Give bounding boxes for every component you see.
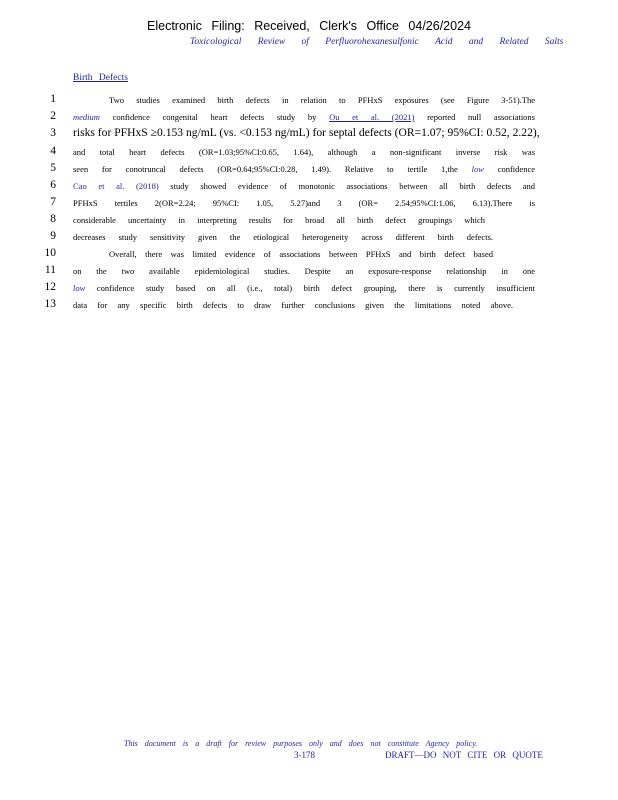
- line-number: 9: [50, 230, 56, 242]
- line-number: 1: [50, 93, 56, 105]
- citation-link-ou-2021[interactable]: Ou et al. (2021): [329, 112, 415, 122]
- line-10-text: Overall, there was limited evidence of associations between PFHxS and birth defect based: [109, 249, 493, 259]
- line-13-text: data for any specific birth defects to draw further conclusions given the limitations noted above.: [73, 300, 513, 310]
- line-number: 13: [44, 298, 56, 310]
- line-number: 10: [44, 247, 56, 259]
- line-3-text: risks for PFHxS ≥0.153 ng/mL (vs. <0.153 ng/mL) for septal defects (OR=1.07; 95%CI: 0.52, 2.22),: [73, 126, 540, 139]
- line-9-text: decreases study sensitivity given the etiological heterogeneity across different birth defects.: [73, 232, 493, 242]
- confidence-rating: low: [471, 164, 484, 174]
- line-number: 3: [50, 127, 56, 139]
- line-6-text: Cao et al. (2018) study showed evidence of monotonic associations between all birth defects and: [73, 181, 535, 191]
- draft-notice: DRAFT—DO NOT CITE OR QUOTE: [385, 750, 543, 760]
- line-7-text: PFHxS tertiles 2(OR=2.24; 95%CI: 1.05, 5.27)and 3 (OR= 2.54;95%CI:1.06, 6.13).There is: [73, 198, 535, 208]
- line-number: 5: [50, 162, 56, 174]
- draft-disclaimer: This document is a draft for review purposes only and does not constitute Agency policy.: [124, 739, 478, 748]
- line-5-text: seen for conotruncal defects (OR=0.64;95%CI:0.28, 1.49). Relative to tertile 1,the low confidence: [73, 164, 535, 174]
- line-11-text: on the two available epidemiological studies. Despite an exposure-response relationship in one: [73, 266, 535, 276]
- section-heading-birth-defects[interactable]: Birth Defects: [73, 73, 128, 83]
- line-number: 8: [50, 213, 56, 225]
- line-12-text: low confidence study based on all (i.e., total) birth defect grouping, there is currently insufficient: [73, 283, 535, 293]
- page-number: 3-178: [294, 750, 315, 760]
- document-subtitle: Toxicological Review of Perfluorohexanesulfonic Acid and Related Salts: [190, 37, 564, 47]
- line-4-text: and total heart defects (OR=1.03;95%CI:0.65, 1.64), although a non-significant inverse risk was: [73, 147, 535, 157]
- line-number: 12: [44, 281, 56, 293]
- line-8-text: considerable uncertainty in interpreting results for broad all birth defect groupings which: [73, 215, 485, 225]
- confidence-rating: medium: [73, 112, 100, 122]
- filing-header: Electronic Filing: Received, Clerk's Office 04/26/2024: [147, 19, 471, 33]
- line-2-text: medium confidence congenital heart defects study by Ou et al. (2021) reported null associations: [73, 112, 535, 122]
- line-number: 6: [50, 179, 56, 191]
- confidence-rating: low: [73, 283, 86, 293]
- citation-link-cao-2018[interactable]: Cao et al. (2018): [73, 181, 159, 191]
- line-1-text: Two studies examined birth defects in relation to PFHxS exposures (see Figure 3-51).The: [109, 95, 535, 105]
- line-number: 7: [50, 196, 56, 208]
- line-number: 2: [50, 110, 56, 122]
- line-number: 4: [50, 145, 56, 157]
- line-number: 11: [44, 264, 56, 276]
